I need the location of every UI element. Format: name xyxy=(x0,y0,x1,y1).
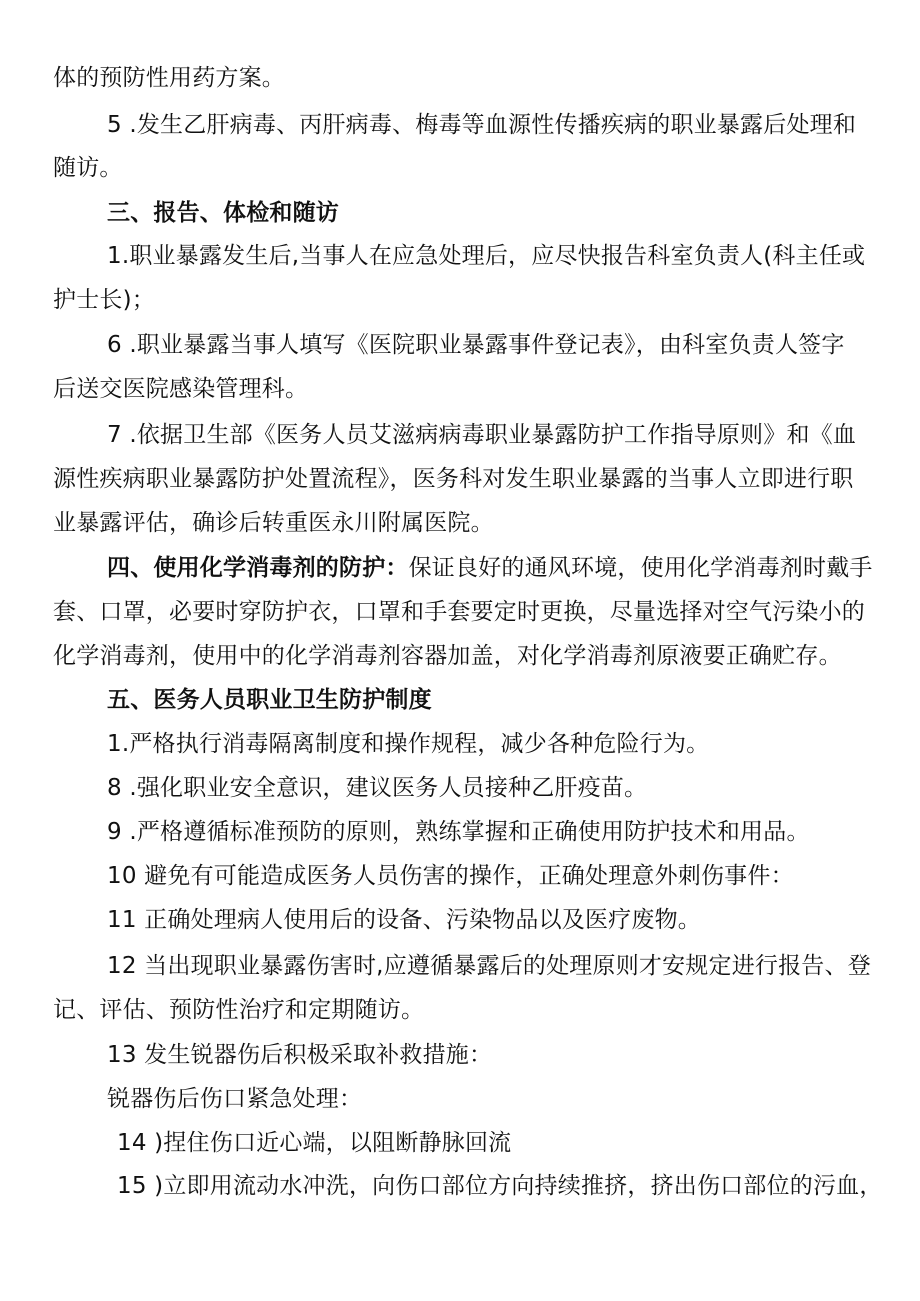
sub-heading: 锐器伤后伤口紧急处理： xyxy=(107,1086,363,1112)
list-item-6: 6 .职业暴露当事人填写《医院职业暴露事件登记表》，由科室负责人签字 xyxy=(107,332,845,358)
list-item-10: 10 避免有可能造成医务人员伤害的操作，正确处理意外刺伤事件： xyxy=(107,863,794,889)
list-item-1b: 1.严格执行消毒隔离制度和操作规程，减少各种危险行为。 xyxy=(107,731,710,757)
paragraph-line: 记、评估、预防性治疗和定期随访。 xyxy=(53,997,425,1023)
list-item-12: 12 当出现职业暴露伤害时,应遵循暴露后的处理原则才安规定进行报告、登 xyxy=(107,953,871,979)
list-item-7: 7 .依据卫生部《医务人员艾滋病病毒职业暴露防护工作指导原则》和《血 xyxy=(107,422,857,448)
list-item-5: 5 .发生乙肝病毒、丙肝病毒、梅毒等血源性传播疾病的职业暴露后处理和 xyxy=(107,112,857,138)
list-item-1: 1.职业暴露发生后,当事人在应急处理后，应尽快报告科室负责人(科主任或 xyxy=(107,243,866,269)
paragraph-line: 源性疾病职业暴露防护处置流程》，医务科对发生职业暴露的当事人立即进行职 xyxy=(53,466,854,492)
paragraph-line: 化学消毒剂，使用中的化学消毒剂容器加盖，对化学消毒剂原液要正确贮存。 xyxy=(53,643,842,669)
list-item-8: 8 .强化职业安全意识，建议医务人员接种乙肝疫苗。 xyxy=(107,775,648,801)
paragraph-line: 体的预防性用药方案。 xyxy=(53,65,285,91)
list-item-13: 13 发生锐器伤后积极采取补救措施： xyxy=(107,1042,493,1068)
list-item-14: 14 )捏住伤口近心端，以阻断静脉回流 xyxy=(117,1130,512,1156)
list-item-15: 15 )立即用流动水冲洗，向伤口部位方向持续推挤，挤出伤口部位的污血， xyxy=(117,1173,883,1199)
paragraph-line: 后送交医院感染管理科。 xyxy=(53,376,309,402)
section-4-first-line xyxy=(107,552,920,584)
section-heading-3: 三、报告、体检和随访 xyxy=(107,200,339,226)
section-heading-5: 五、医务人员职业卫生防护制度 xyxy=(107,687,432,713)
section-4-text: 保证良好的通风环境，使用化学消毒剂时戴手 xyxy=(408,555,873,581)
paragraph-line: 护士长)； xyxy=(53,287,155,313)
paragraph-line: 套、口罩，必要时穿防护衣，口罩和手套要定时更换，尽量选择对空气污染小的 xyxy=(53,599,865,625)
list-item-11: 11 正确处理病人使用后的设备、污染物品以及医疗废物。 xyxy=(107,907,701,933)
paragraph-line: 业暴露评估，确诊后转重医永川附属医院。 xyxy=(53,510,494,536)
paragraph-line: 随访。 xyxy=(53,155,123,181)
list-item-9: 9 .严格遵循标准预防的原则，熟练掌握和正确使用防护技术和用品。 xyxy=(107,819,810,845)
section-heading-4: 四、使用化学消毒剂的防护： xyxy=(107,555,409,581)
